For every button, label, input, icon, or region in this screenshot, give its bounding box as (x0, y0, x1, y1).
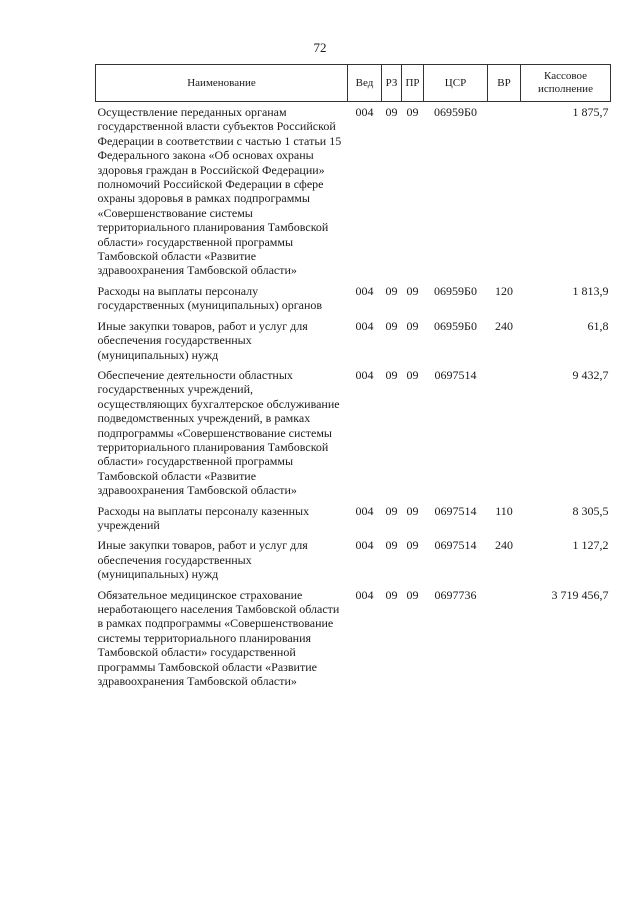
row-ved: 004 (355, 503, 374, 518)
header-sum: Кассовое исполнение (521, 65, 611, 102)
header-vr: ВР (488, 65, 521, 102)
row-sum: 8 305,5 (572, 503, 609, 518)
table-row (96, 504, 611, 539)
row-vr: 240 (495, 318, 513, 333)
row-pr: 09 (406, 318, 419, 333)
row-sum: 9 432,7 (572, 367, 609, 382)
row-sum: 1 875,7 (572, 105, 609, 119)
row-pr: 09 (406, 283, 419, 298)
header-pr: ПР (402, 65, 424, 102)
row-sum: 1 127,2 (572, 538, 609, 553)
row-ved: 004 (355, 105, 374, 119)
row-sum: 1 813,9 (572, 283, 609, 298)
row-csr: 0697736 (434, 587, 477, 602)
row-rz: 09 (385, 587, 398, 602)
row-pr: 09 (406, 587, 419, 602)
row-pr: 09 (406, 367, 419, 382)
row-ved: 004 (355, 367, 374, 382)
table-row (96, 588, 611, 695)
row-vr (488, 102, 521, 284)
table-row (96, 538, 611, 587)
row-sum: 3 719 456,7 (551, 587, 609, 602)
row-vr: 240 (495, 538, 513, 553)
row-vr (488, 368, 521, 504)
header-rz: РЗ (382, 65, 402, 102)
row-name: Иные закупки товаров, работ и услуг для обеспечения государственных (муниципальных) нужд (97, 318, 308, 362)
budget-table (95, 64, 611, 694)
row-ved: 004 (355, 587, 374, 602)
row-ved: 004 (355, 318, 374, 333)
row-rz: 09 (385, 283, 398, 298)
row-rz: 09 (385, 367, 398, 382)
table-header (96, 65, 611, 102)
header-ved: Вед (348, 65, 382, 102)
row-name: Обеспечение деятельности областных государственных учреждений, осуществляющих бухгалтерское обслуживание подведомственных учреждений, в рамках подпрограммы «Совершенствование системы территориального планирования Тамбовской области» государственной программы Тамбовской области «Развитие здравоохранения Тамбовской области» (97, 367, 340, 498)
row-csr: 0697514 (434, 538, 477, 553)
row-pr: 09 (406, 105, 419, 119)
header-name: Наименование (96, 65, 348, 102)
row-sum: 61,8 (587, 318, 609, 333)
row-name: Расходы на выплаты персоналу казенных учреждений (97, 503, 310, 532)
row-pr: 09 (406, 503, 419, 518)
table-row (96, 284, 611, 319)
row-name: Осуществление переданных органам государственной власти субъектов Российской Федерации в соответствии с частью 1 статьи 15 Федерального закона «Об основах охраны здоровья граждан в Российской Федерации» полномочий Российской Федерации в сфере охраны здоровья в рамках подпрограммы «Совершенствование системы территориального планирования Тамбовской области» государственной программы Тамбовской области «Развитие здравоохранения Тамбовской области» (97, 105, 342, 278)
row-vr (488, 588, 521, 695)
row-ved: 004 (355, 283, 374, 298)
row-ved: 004 (355, 538, 374, 553)
row-rz: 09 (385, 503, 398, 518)
table-row (96, 102, 611, 284)
row-rz: 09 (385, 318, 398, 333)
row-vr: 110 (495, 503, 513, 518)
row-csr: 0697514 (434, 367, 477, 382)
row-csr: 06959Б0 (434, 318, 477, 333)
table-body (96, 102, 611, 695)
row-pr: 09 (406, 538, 419, 553)
row-csr: 0697514 (434, 503, 477, 518)
row-csr: 06959Б0 (434, 105, 477, 119)
row-csr: 06959Б0 (434, 283, 477, 298)
page-number: 72 (313, 40, 327, 55)
row-name: Расходы на выплаты персоналу государственных (муниципальных) органов (97, 283, 323, 313)
row-vr: 120 (495, 283, 513, 298)
row-rz: 09 (385, 538, 398, 553)
row-name: Иные закупки товаров, работ и услуг для обеспечения государственных (муниципальных) нужд (97, 538, 308, 582)
row-name: Обязательное медицинское страхование неработающего населения Тамбовской области в рамках подпрограммы «Совершенствование системы территориального планирования Тамбовской области» государственной программы Тамбовской области «Развитие здравоохранения Тамбовской области» (97, 587, 340, 689)
row-rz: 09 (385, 105, 398, 119)
table-row (96, 319, 611, 368)
header-csr: ЦСР (424, 65, 488, 102)
table-row (96, 368, 611, 504)
